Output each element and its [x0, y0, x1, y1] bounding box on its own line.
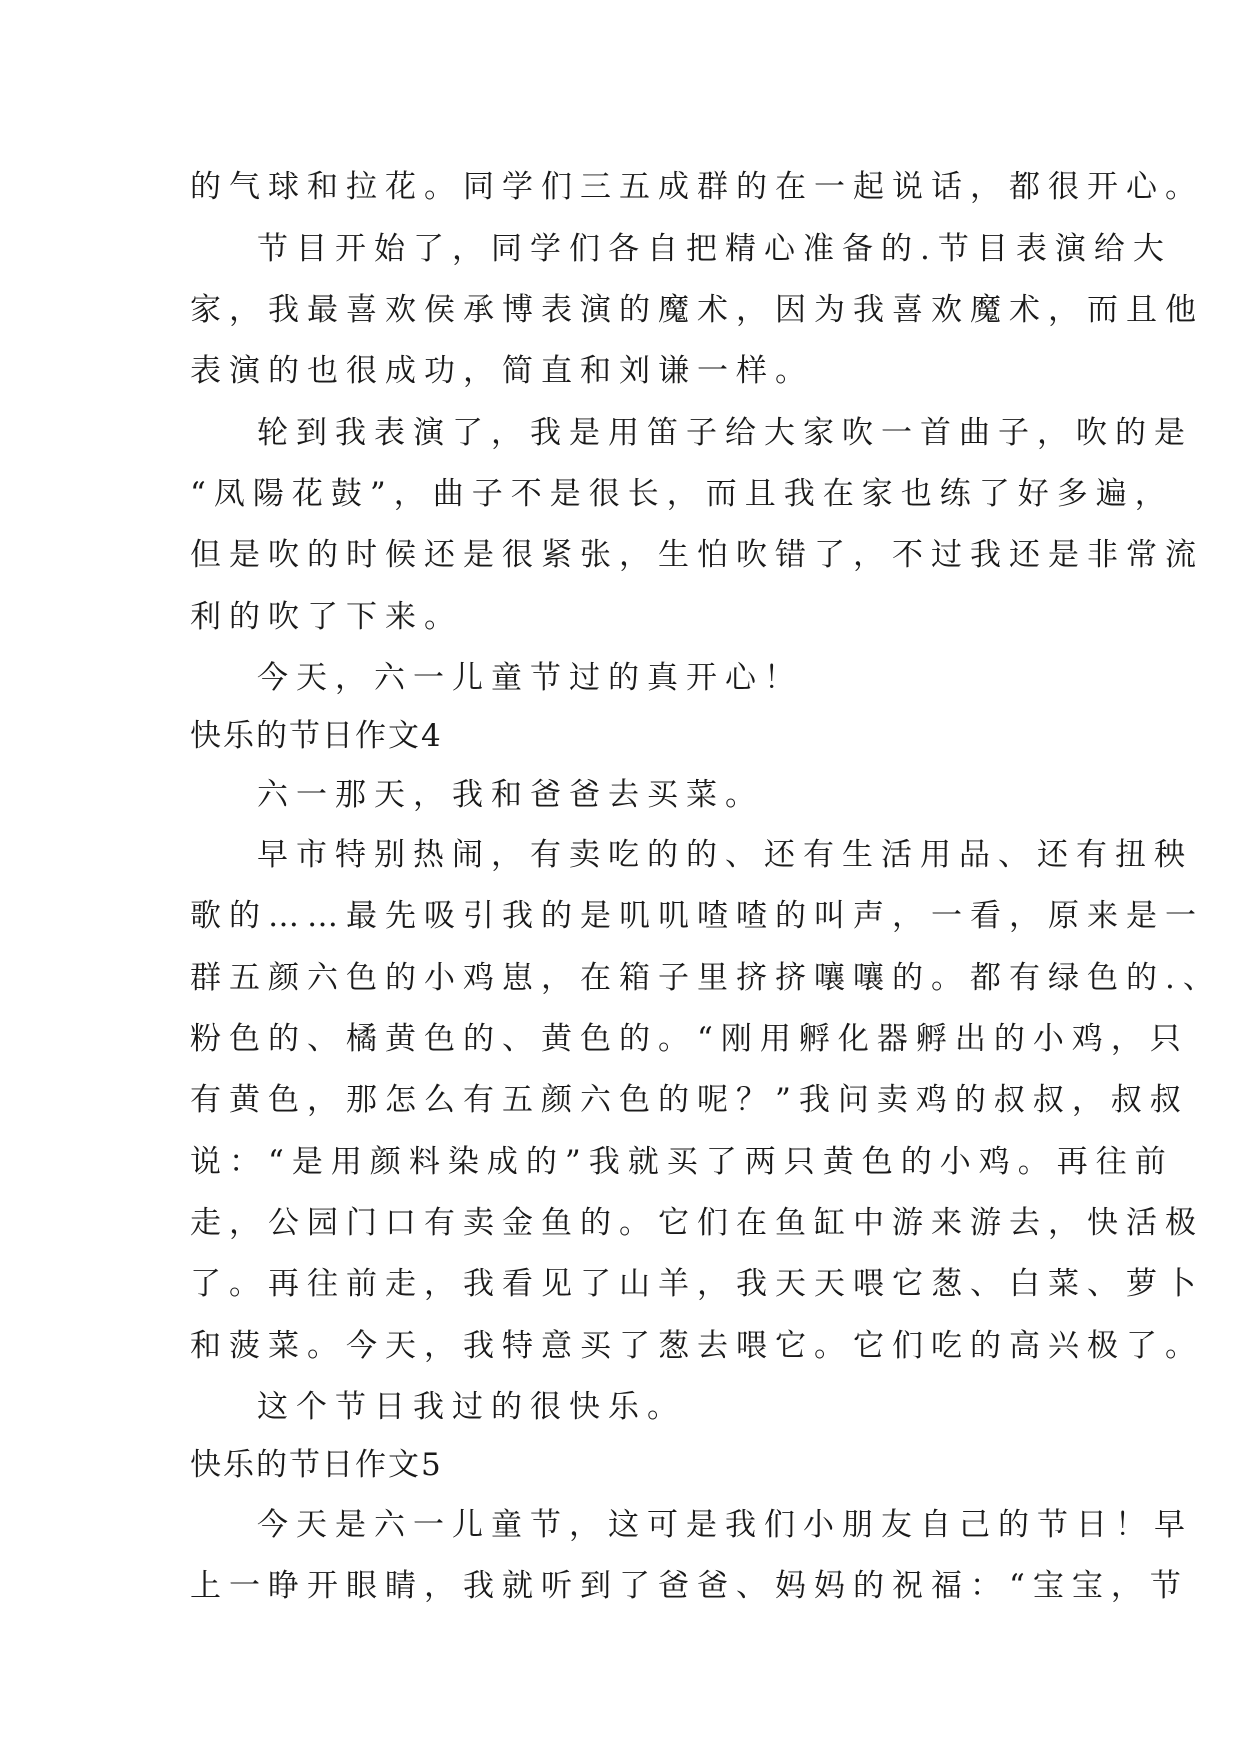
text-line: 今天是六一儿童节，这可是我们小朋友自己的节日！早: [257, 1507, 1193, 1543]
text-line: 群五颜六色的小鸡崽，在箱子里挤挤嚷嚷的。都有绿色的.、: [190, 960, 1222, 996]
text-line: 了。再往前走，我看见了山羊，我天天喂它葱、白菜、萝卜: [190, 1266, 1204, 1302]
text-line: 利的吹了下来。: [190, 599, 463, 635]
text-line: 走，公园门口有卖金鱼的。它们在鱼缸中游来游去，快活极: [190, 1205, 1204, 1241]
section-heading: 快乐的节日作文4: [190, 718, 443, 754]
text-line: 节目开始了，同学们各自把精心准备的.节目表演给大: [257, 231, 1172, 267]
text-line: 但是吹的时候还是很紧张，生怕吹错了，不过我还是非常流: [190, 537, 1204, 573]
text-line: “凤陽花鼓”，曲子不是很长，而且我在家也练了好多遍，: [190, 476, 1174, 512]
text-line: 和菠菜。今天，我特意买了葱去喂它。它们吃的高兴极了。: [190, 1328, 1204, 1364]
text-line: 表演的也很成功，简直和刘谦一样。: [190, 353, 814, 389]
text-line: 歌的……最先吸引我的是叽叽喳喳的叫声，一看，原来是一: [190, 898, 1204, 934]
text-line: 早市特别热闹，有卖吃的的、还有生活用品、还有扭秧: [257, 837, 1193, 873]
text-line: 有黄色，那怎么有五颜六色的呢？”我问卖鸡的叔叔，叔叔: [190, 1082, 1189, 1118]
text-line: 今天，六一儿童节过的真开心！: [257, 660, 803, 696]
text-line: 的气球和拉花。同学们三五成群的在一起说话，都很开心。: [190, 169, 1204, 205]
text-line: 上一睁开眼睛，我就听到了爸爸、妈妈的祝福：“宝宝，节: [190, 1568, 1189, 1604]
text-line: 说：“是用颜料染成的”我就买了两只黄色的小鸡。再往前: [190, 1144, 1174, 1180]
section-heading: 快乐的节日作文5: [190, 1447, 443, 1483]
text-line: 六一那天，我和爸爸去买菜。: [257, 777, 764, 813]
text-line: 家，我最喜欢侯承博表演的魔术，因为我喜欢魔术，而且他: [190, 292, 1204, 328]
text-line: 轮到我表演了，我是用笛子给大家吹一首曲子，吹的是: [257, 415, 1193, 451]
text-line: 粉色的、橘黄色的、黄色的。“刚用孵化器孵出的小鸡，只: [190, 1021, 1189, 1057]
text-line: 这个节日我过的很快乐。: [257, 1389, 686, 1425]
